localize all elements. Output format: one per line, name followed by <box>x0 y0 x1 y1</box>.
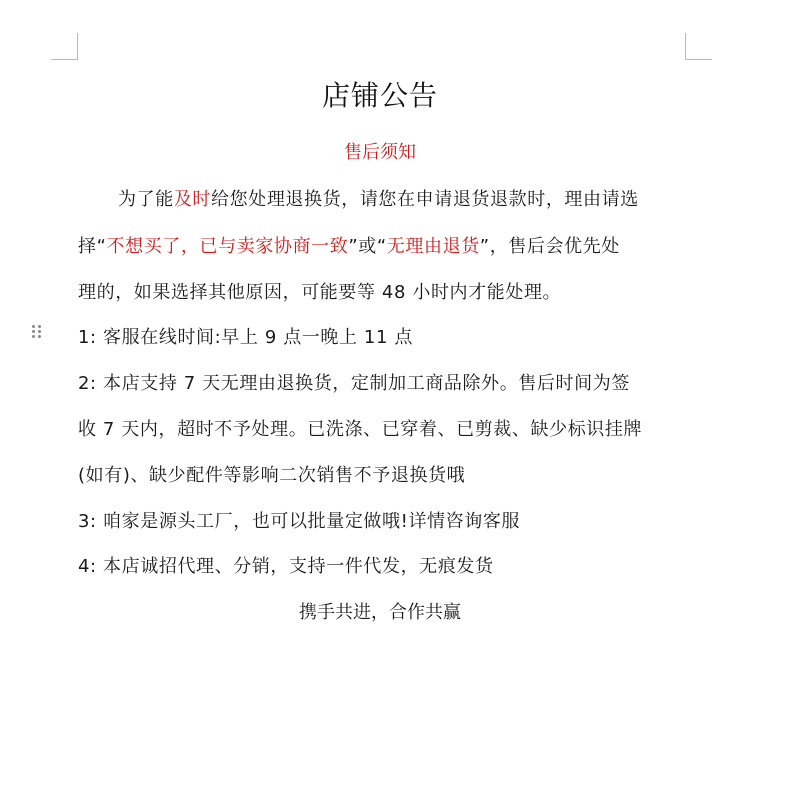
highlight-text: 及时 <box>173 189 212 210</box>
list-item-2-line-3: (如有)、缺少配件等影响二次销售不予退换货哦 <box>78 465 466 486</box>
top-right-corner-mark <box>685 33 712 60</box>
list-item-3: 3: 咱家是源头工厂，也可以批量定做哦!详情咨询客服 <box>78 511 521 532</box>
document-title: 店铺公告 <box>321 79 438 112</box>
document-subtitle: 售后须知 <box>344 142 416 163</box>
text-run: 为了能 <box>118 189 174 210</box>
closing-slogan: 携手共进，合作共赢 <box>299 602 461 623</box>
highlight-text: 不想买了，已与卖家协商一致 <box>106 236 349 257</box>
text-run: ”，售后会优先处 <box>479 236 620 257</box>
paragraph-1-line-1 <box>118 185 639 211</box>
paragraph-1-line-3: 理的，如果选择其他原因，可能要等 48 小时内才能处理。 <box>78 282 562 303</box>
text-run: 择“ <box>78 236 107 257</box>
list-item-2-line-2: 收 7 天内，超时不予处理。已洗涤、已穿着、已剪裁、缺少标识挂牌 <box>78 419 643 440</box>
list-item-4: 4: 本店诚招代理、分销，支持一件代发，无痕发货 <box>78 556 494 577</box>
highlight-text: 无理由退货 <box>386 236 480 257</box>
text-run: ”或“ <box>348 236 387 257</box>
drag-handle-icon[interactable] <box>32 325 42 339</box>
list-item-2-line-1: 2: 本店支持 7 天无理由退换货，定制加工商品除外。售后时间为签 <box>78 373 630 394</box>
top-left-corner-mark <box>51 33 78 60</box>
text-run: 给您处理退换货，请您在申请退货退款时，理由请选 <box>211 189 639 210</box>
paragraph-1-line-2 <box>78 232 620 258</box>
list-item-1: 1: 客服在线时间:早上 9 点一晚上 11 点 <box>78 327 413 348</box>
